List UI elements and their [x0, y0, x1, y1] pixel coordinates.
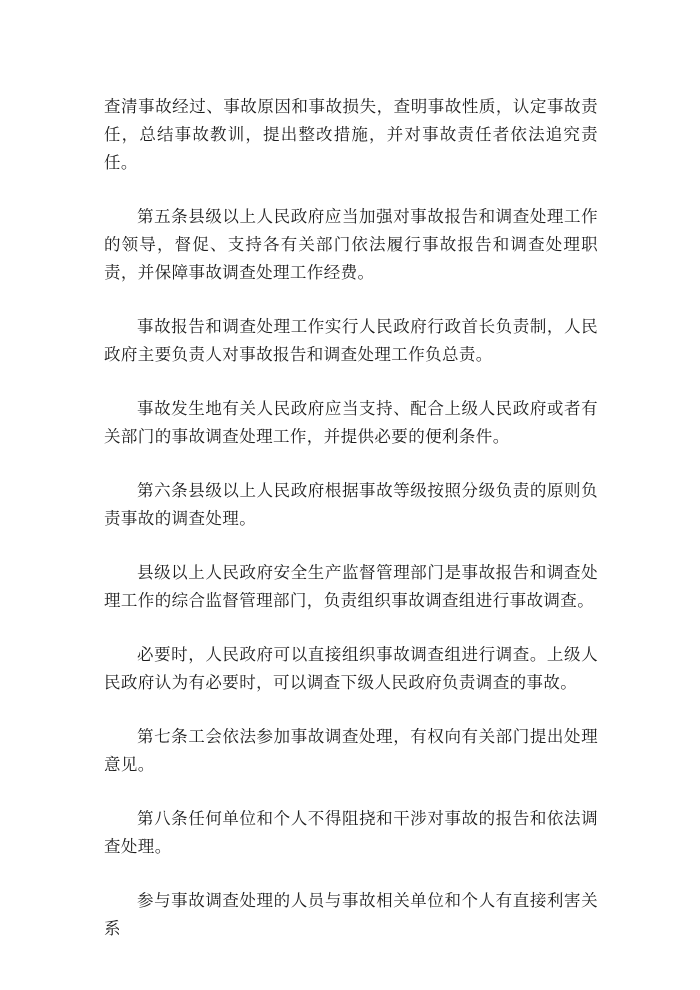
paragraph-article-6: 第六条县级以上人民政府根据事故等级按照分级负责的原则负责事故的调查处理。 [104, 481, 598, 528]
paragraph-article-5: 第五条县级以上人民政府应当加强对事故报告和调查处理工作的领导，督促、支持各有关部门依法履行事故报告和调查处理职责，并保障事故调查处理工作经费。 [104, 207, 598, 282]
paragraph-article-7: 第七条工会依法参加事故调查处理，有权向有关部门提出处理意见。 [104, 727, 598, 774]
paragraph-article-5-support: 事故发生地有关人民政府应当支持、配合上级人民政府或者有关部门的事故调查处理工作，并提供必要的便利条件。 [104, 399, 598, 446]
paragraph-continuation: 查清事故经过、事故原因和事故损失，查明事故性质，认定事故责任，总结事故教训，提出整改措施，并对事故责任者依法追究责任。 [104, 97, 598, 172]
paragraph-article-6-direct: 必要时，人民政府可以直接组织事故调查组进行调查。上级人民政府认为有必要时，可以调查下级人民政府负责调查的事故。 [104, 645, 598, 692]
paragraph-article-8: 第八条任何单位和个人不得阻挠和干涉对事故的报告和依法调查处理。 [104, 809, 598, 856]
paragraph-article-8-conflict: 参与事故调查处理的人员与事故相关单位和个人有直接利害关系 [104, 891, 598, 938]
paragraph-article-6-department: 县级以上人民政府安全生产监督管理部门是事故报告和调查处理工作的综合监督管理部门，负责组织事故调查组进行事故调查。 [104, 563, 598, 610]
document-body [104, 93, 598, 969]
paragraph-article-5-responsibility: 事故报告和调查处理工作实行人民政府行政首长负责制，人民政府主要负责人对事故报告和调查处理工作负总责。 [104, 317, 598, 364]
